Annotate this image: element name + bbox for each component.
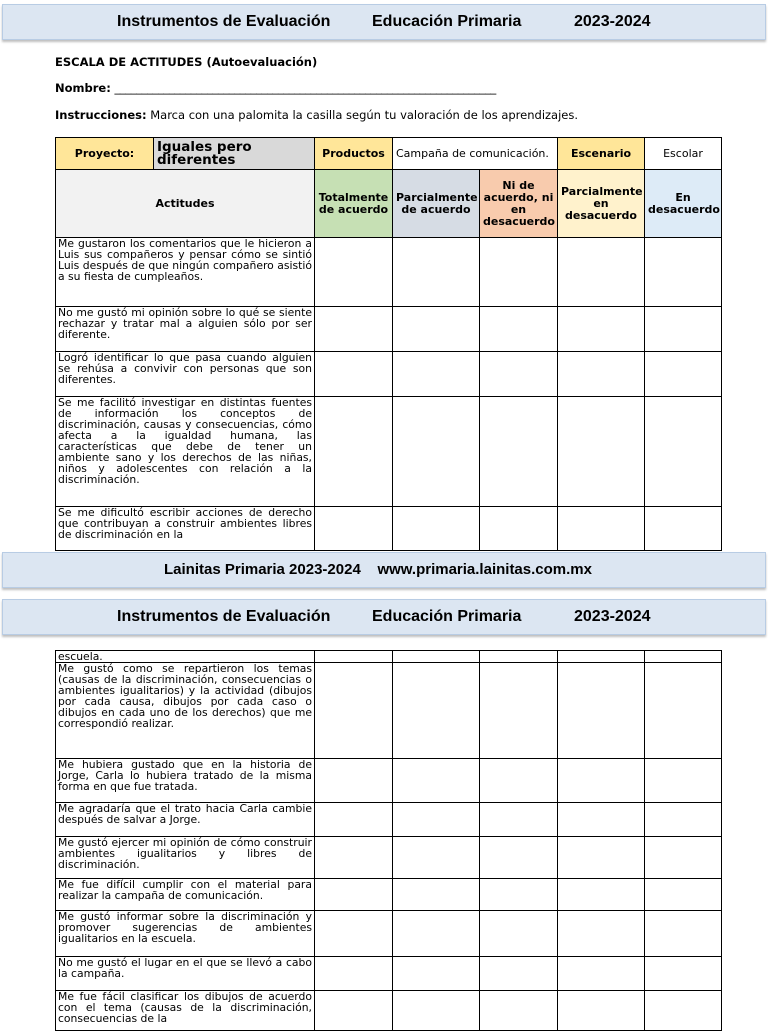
check-cell-totalmente[interactable] (315, 879, 393, 911)
statement-text: No me gustó mi opinión sobre lo qué se siente rechazar y tratar mal a alguien sólo por ser diferente. (56, 307, 315, 352)
table-row (56, 238, 722, 307)
check-cell-desacuerdo[interactable] (645, 991, 722, 1031)
check-cell-parcialmente-desacuerdo[interactable] (558, 803, 645, 837)
table-row (56, 879, 722, 911)
check-cell-neutral[interactable] (480, 507, 558, 551)
name-blank: ______________________________________________________________________ (114, 81, 496, 95)
table-row (56, 307, 722, 352)
check-cell-parcialmente-acuerdo[interactable] (393, 911, 480, 957)
instructions-text: Marca con una palomita la casilla según tu valoración de los aprendizajes. (146, 108, 579, 122)
instructions-label: Instrucciones: (55, 108, 147, 122)
check-cell-parcialmente-desacuerdo[interactable] (558, 991, 645, 1031)
table-row (56, 837, 722, 879)
check-cell-neutral[interactable] (480, 759, 558, 803)
project-row (56, 138, 722, 170)
check-cell-totalmente[interactable] (315, 759, 393, 803)
check-cell-parcialmente-desacuerdo[interactable] (558, 238, 645, 307)
table-row (56, 991, 722, 1031)
table-row (56, 759, 722, 803)
check-cell-parcialmente-acuerdo[interactable] (393, 837, 480, 879)
check-cell-parcialmente-desacuerdo[interactable] (558, 507, 645, 551)
check-cell-desacuerdo[interactable] (645, 837, 722, 879)
statement-text: Se me facilitó investigar en distintas fuentes de información los conceptos de discriminación, causas y consecuencias, cómo afecta a la igualdad humana, las características que debe de tener un ambiente sano y los derechos de las niñas, niños y adolescentes con relación a la discriminación. (56, 397, 315, 507)
check-cell-neutral[interactable] (480, 238, 558, 307)
check-cell-totalmente[interactable] (315, 911, 393, 957)
check-cell-desacuerdo[interactable] (645, 663, 722, 759)
check-cell-totalmente[interactable] (315, 651, 393, 663)
check-cell-neutral[interactable] (480, 957, 558, 991)
statement-text: Me gustó ejercer mi opinión de cómo construir ambientes igualitarios y libres de discriminación. (56, 837, 315, 879)
escenario-value: Escolar (645, 138, 722, 170)
check-cell-neutral[interactable] (480, 803, 558, 837)
check-cell-neutral[interactable] (480, 879, 558, 911)
check-cell-neutral[interactable] (480, 663, 558, 759)
header-right-text: 2023-2024 (574, 608, 651, 625)
check-cell-neutral[interactable] (480, 911, 558, 957)
check-cell-parcialmente-desacuerdo[interactable] (558, 759, 645, 803)
check-cell-neutral[interactable] (480, 651, 558, 663)
check-cell-desacuerdo[interactable] (645, 507, 722, 551)
check-cell-parcialmente-desacuerdo[interactable] (558, 911, 645, 957)
proyecto-value: Iguales pero diferentes (154, 138, 315, 170)
check-cell-parcialmente-acuerdo[interactable] (393, 307, 480, 352)
proyecto-label: Proyecto: (56, 138, 154, 170)
check-cell-totalmente[interactable] (315, 507, 393, 551)
check-cell-parcialmente-desacuerdo[interactable] (558, 651, 645, 663)
check-cell-totalmente[interactable] (315, 837, 393, 879)
check-cell-desacuerdo[interactable] (645, 911, 722, 957)
check-cell-parcialmente-acuerdo[interactable] (393, 759, 480, 803)
header-right-text: 2023-2024 (574, 13, 651, 30)
table-row (56, 651, 722, 663)
statement-text: escuela. (56, 651, 315, 663)
check-cell-desacuerdo[interactable] (645, 307, 722, 352)
check-cell-desacuerdo[interactable] (645, 879, 722, 911)
check-cell-totalmente[interactable] (315, 803, 393, 837)
check-cell-desacuerdo[interactable] (645, 352, 722, 397)
check-cell-neutral[interactable] (480, 991, 558, 1031)
statement-text: Logró identificar lo que pasa cuando alguien se rehúsa a convivir con personas que son diferentes. (56, 352, 315, 397)
table-row (56, 397, 722, 507)
check-cell-desacuerdo[interactable] (645, 759, 722, 803)
check-cell-neutral[interactable] (480, 352, 558, 397)
check-cell-parcialmente-desacuerdo[interactable] (558, 397, 645, 507)
statement-text: No me gustó el lugar en el que se llevó a cabo la campaña. (56, 957, 315, 991)
footer-text: Lainitas Primaria 2023-2024 www.primaria.lainitas.com.mx (164, 561, 592, 578)
header-center-text: Educación Primaria (372, 13, 522, 30)
check-cell-totalmente[interactable] (315, 663, 393, 759)
statement-text: Se me dificultó escribir acciones de derecho que contribuyan a construir ambientes libres de discriminación en la (56, 507, 315, 551)
statement-text: Me gustaron los comentarios que le hicieron a Luis sus compañeros y pensar cómo se sintió Luis después de que ningún compañero asistió a su fiesta de cumpleaños. (56, 238, 315, 307)
name-label: Nombre: (55, 81, 111, 95)
check-cell-neutral[interactable] (480, 307, 558, 352)
statement-text: Me fue fácil clasificar los dibujos de acuerdo con el tema (causas de la discriminación, consecuencias de la (56, 991, 315, 1031)
check-cell-parcialmente-acuerdo[interactable] (393, 879, 480, 911)
statement-text: Me gustó informar sobre la discriminación y promover sugerencias de ambientes igualitarios en la escuela. (56, 911, 315, 957)
col-actitudes: Actitudes (56, 170, 315, 238)
col-ni-de-acuerdo: Ni de acuerdo, ni en desacuerdo (480, 170, 558, 238)
table-row (56, 663, 722, 759)
check-cell-parcialmente-acuerdo[interactable] (393, 352, 480, 397)
check-cell-parcialmente-desacuerdo[interactable] (558, 879, 645, 911)
check-cell-parcialmente-acuerdo[interactable] (393, 991, 480, 1031)
check-cell-totalmente[interactable] (315, 352, 393, 397)
table-row (56, 957, 722, 991)
header-center-text: Educación Primaria (372, 608, 522, 625)
check-cell-parcialmente-desacuerdo[interactable] (558, 837, 645, 879)
check-cell-parcialmente-acuerdo[interactable] (393, 507, 480, 551)
check-cell-desacuerdo[interactable] (645, 803, 722, 837)
header-left-text: Instrumentos de Evaluación (117, 608, 331, 625)
check-cell-totalmente[interactable] (315, 957, 393, 991)
statement-text: Me agradaría que el trato hacia Carla cambie después de salvar a Jorge. (56, 803, 315, 837)
check-cell-parcialmente-desacuerdo[interactable] (558, 957, 645, 991)
check-cell-totalmente[interactable] (315, 991, 393, 1031)
check-cell-totalmente[interactable] (315, 307, 393, 352)
instructions (55, 108, 578, 122)
check-cell-parcialmente-acuerdo[interactable] (393, 663, 480, 759)
check-cell-parcialmente-acuerdo[interactable] (393, 397, 480, 507)
name-line (55, 81, 496, 95)
attitude-scale-table (55, 137, 722, 551)
check-cell-neutral[interactable] (480, 837, 558, 879)
productos-value: Campaña de comunicación. (393, 138, 558, 170)
productos-label: Productos (315, 138, 393, 170)
check-cell-parcialmente-desacuerdo[interactable] (558, 663, 645, 759)
check-cell-desacuerdo[interactable] (645, 238, 722, 307)
col-parcialmente-de-acuerdo: Parcialmente de acuerdo (393, 170, 480, 238)
page-footer-band (2, 552, 766, 588)
document-title: ESCALA DE ACTITUDES (Autoevaluación) (55, 55, 318, 69)
statement-text: Me fue difícil cumplir con el material para realizar la campaña de comunicación. (56, 879, 315, 911)
table-row (56, 911, 722, 957)
check-cell-desacuerdo[interactable] (645, 397, 722, 507)
check-cell-neutral[interactable] (480, 397, 558, 507)
page-header-band (2, 599, 766, 635)
check-cell-parcialmente-acuerdo[interactable] (393, 957, 480, 991)
check-cell-totalmente[interactable] (315, 397, 393, 507)
check-cell-parcialmente-acuerdo[interactable] (393, 238, 480, 307)
check-cell-parcialmente-desacuerdo[interactable] (558, 307, 645, 352)
table-row (56, 803, 722, 837)
col-en-desacuerdo: En desacuerdo (645, 170, 722, 238)
check-cell-parcialmente-desacuerdo[interactable] (558, 352, 645, 397)
attitude-scale-table-continued (55, 650, 722, 1031)
check-cell-parcialmente-acuerdo[interactable] (393, 803, 480, 837)
statement-text: Me hubiera gustado que en la historia de Jorge, Carla lo hubiera tratado de la misma forma en que fue tratada. (56, 759, 315, 803)
check-cell-totalmente[interactable] (315, 238, 393, 307)
table-row (56, 507, 722, 551)
check-cell-desacuerdo[interactable] (645, 651, 722, 663)
header-left-text: Instrumentos de Evaluación (117, 13, 331, 30)
escenario-label: Escenario (558, 138, 645, 170)
col-parcialmente-en-desacuerdo: Parcialmente en desacuerdo (558, 170, 645, 238)
page-header-band (2, 4, 766, 40)
col-totalmente-de-acuerdo: Totalmente de acuerdo (315, 170, 393, 238)
check-cell-parcialmente-acuerdo[interactable] (393, 651, 480, 663)
check-cell-desacuerdo[interactable] (645, 957, 722, 991)
statement-text: Me gustó como se repartieron los temas (causas de la discriminación, consecuencias o ambientes igualitarios) y la actividad (dibujos por cada causa, dibujos por cada caso o dibujos en cada uno de los derechos) que me correspondió realizar. (56, 663, 315, 759)
column-header-row (56, 170, 722, 238)
table-row (56, 352, 722, 397)
